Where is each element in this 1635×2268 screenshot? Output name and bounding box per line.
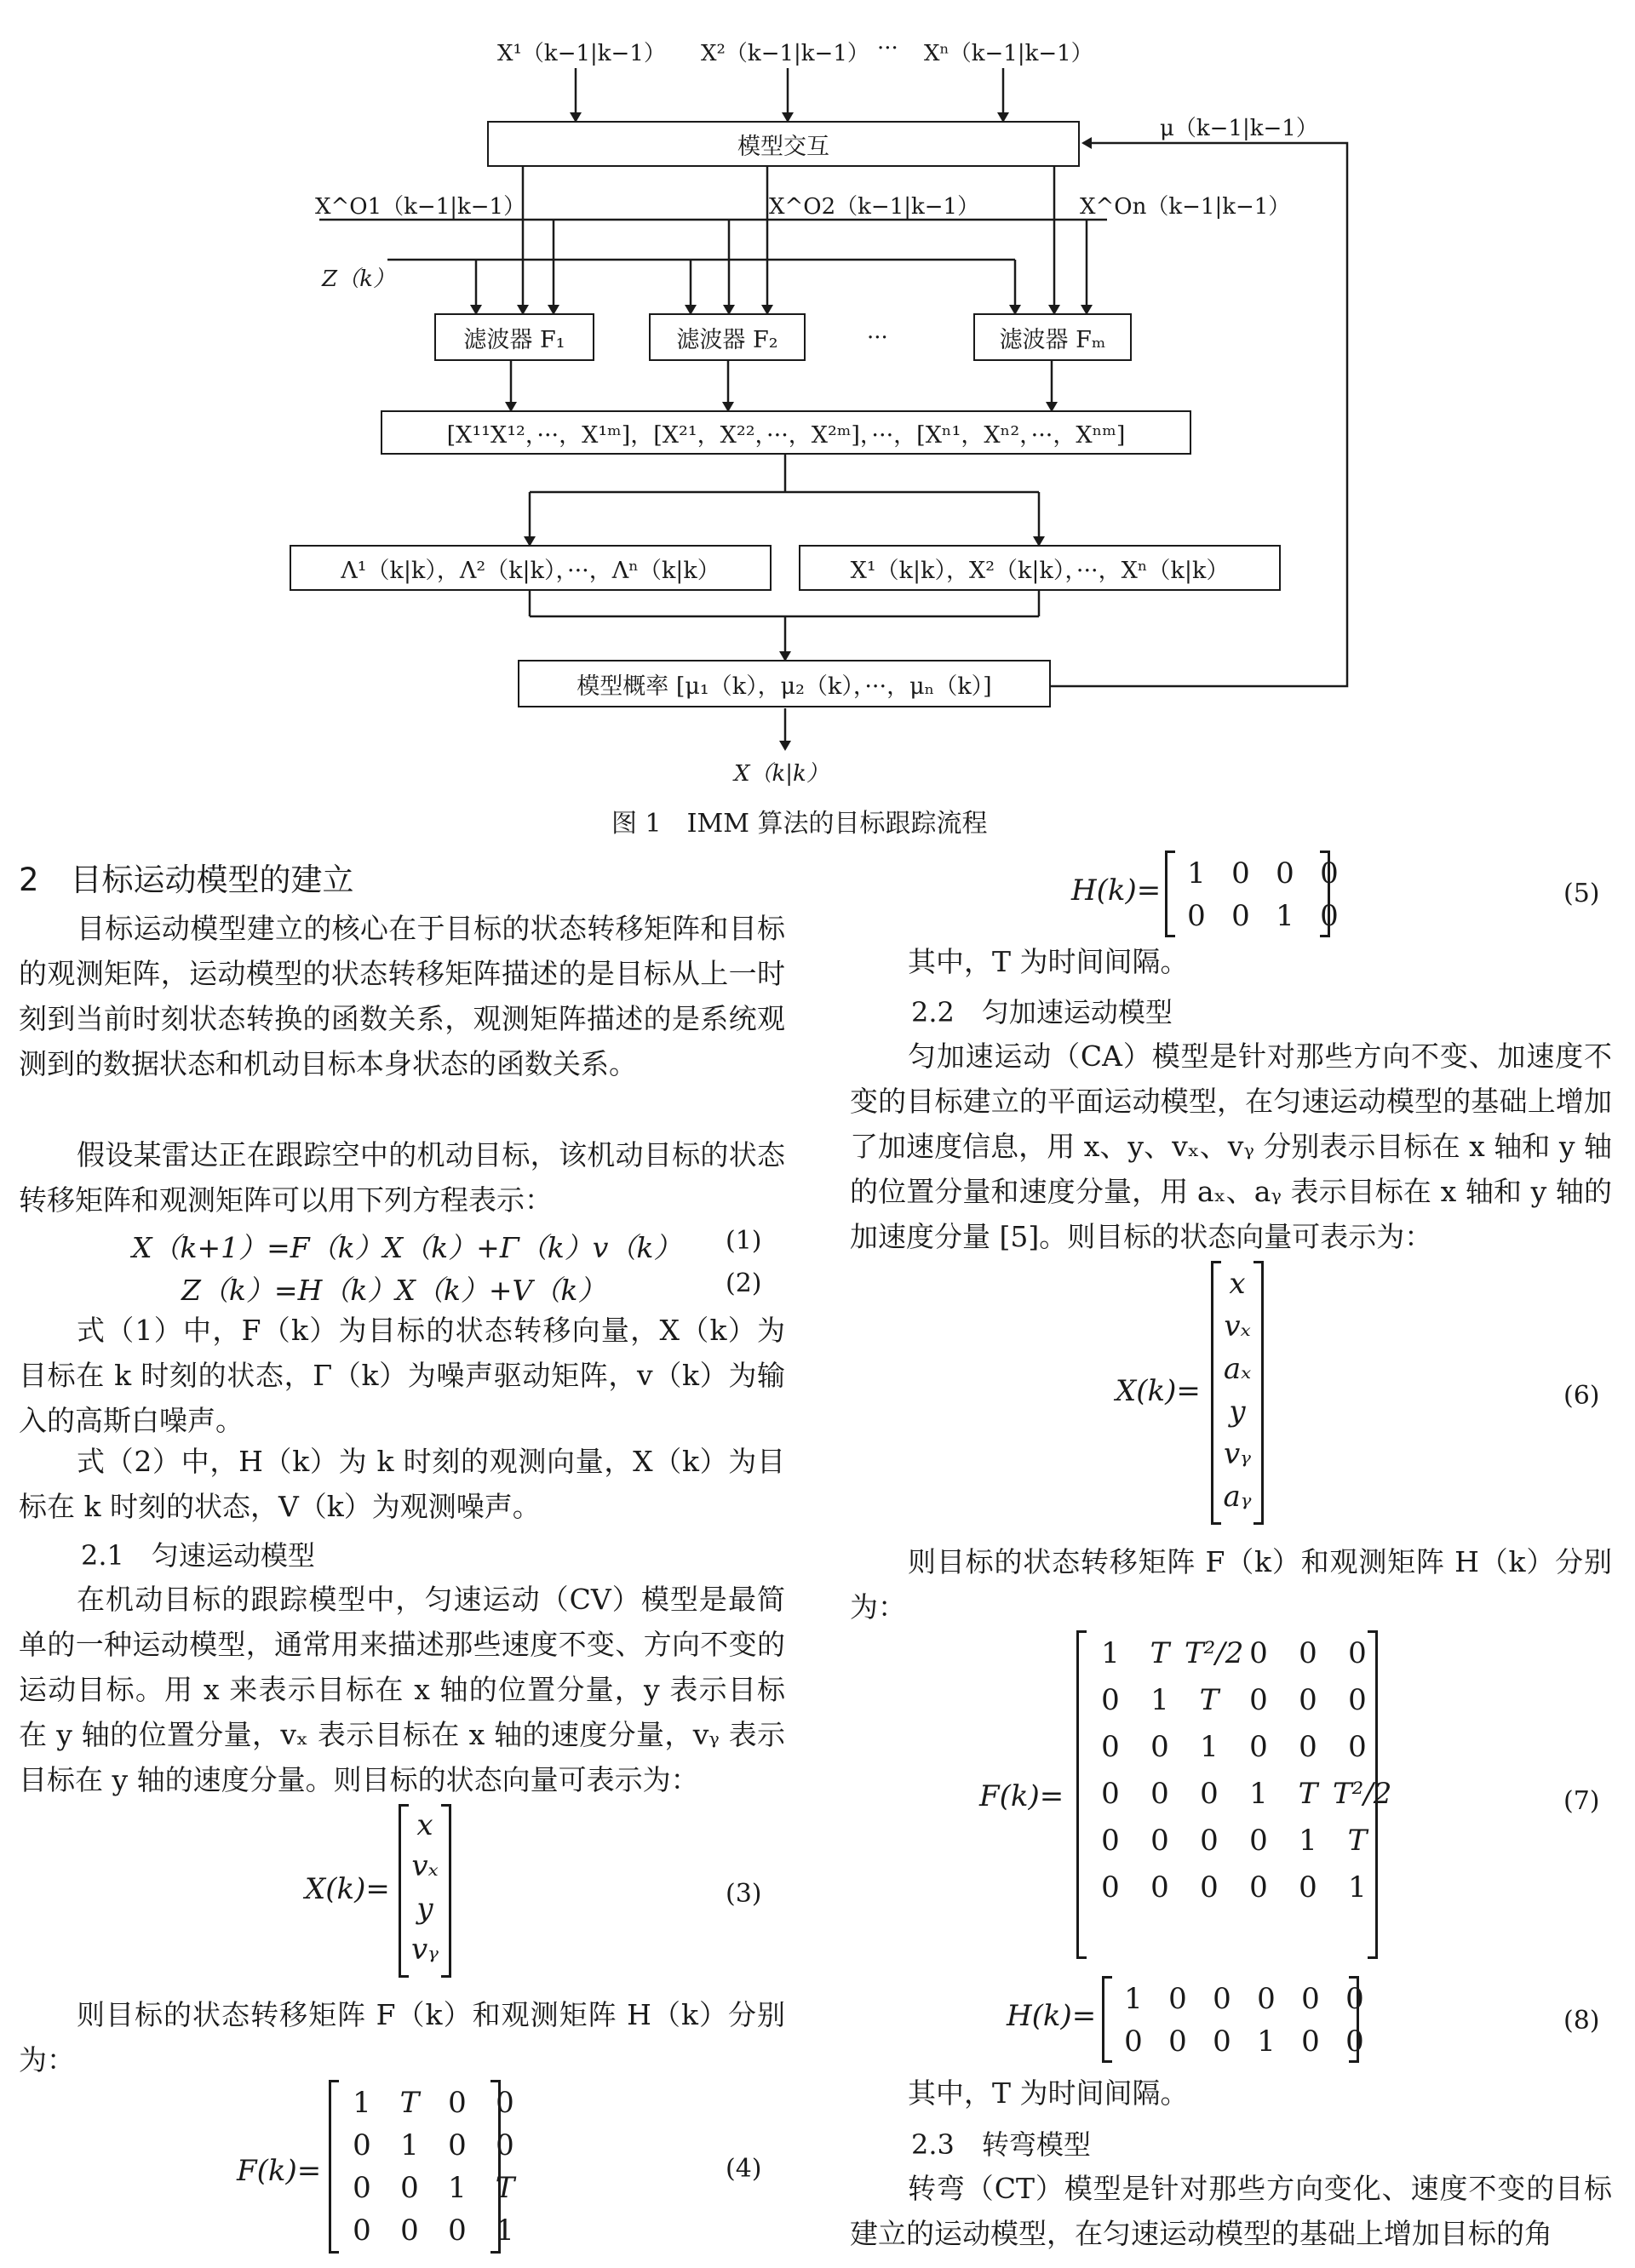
matrix-cell: 0 bbox=[1231, 856, 1250, 891]
matrix-cell: 0 bbox=[1150, 1824, 1169, 1858]
model-probability-box: 模型概率 [μ₁（k），μ₂（k），···，μₙ（k）] bbox=[518, 660, 1051, 707]
left-paragraph-3: 式（1）中，F（k）为目标的状态转移向量，X（k）为目标在 k 时刻的状态，Γ（k）为噪声驱动矩阵，v（k）为输入的高斯白噪声。 bbox=[19, 1314, 785, 1437]
matrix-cell: 0 bbox=[1249, 1824, 1268, 1858]
eq6-label: X(k)= bbox=[1116, 1374, 1201, 1408]
equation-3-number: (3) bbox=[726, 1879, 762, 1909]
matrix-cell: 0 bbox=[1249, 1636, 1268, 1670]
matrix-cell: 0 bbox=[400, 2171, 419, 2205]
matrix-cell: 0 bbox=[1348, 1636, 1367, 1670]
xo-label-2: X^O2（k−1|k−1） bbox=[769, 194, 980, 220]
xo-label-1: X^O1（k−1|k−1） bbox=[315, 194, 526, 220]
matrix-cell: 0 bbox=[1101, 1824, 1120, 1858]
left-paragraph-2: 假设某雷达正在跟踪空中的机动目标，该机动目标的状态转移矩阵和观测矩阵可以用下列方程表示： bbox=[19, 1138, 785, 1217]
matrix-cell: 0 bbox=[1200, 1777, 1219, 1811]
matrix-cell: 1 bbox=[1101, 1636, 1120, 1670]
xo-label-n: X^On（k−1|k−1） bbox=[1080, 194, 1291, 220]
left-paragraph-1: 目标运动模型建立的核心在于目标的状态转移矩阵和目标的观测矩阵，运动模型的状态转移矩阵描述的是目标从上一时刻到当前时刻状态转换的函数关系，观测矩阵描述的是系统观测到的数据状态和机动目标本身状态的函数关系。 bbox=[19, 912, 785, 1080]
right-paragraph-2: 匀加速运动（CA）模型是针对那些方向不变、加速度不变的目标建立的平面运动模型，在匀速运动模型的基础上增加了加速度信息，用 x、y、vₓ、vᵧ 分别表示目标在 x 轴和 y 轴的位置分量和速度分量，用 aₓ、aᵧ 表示目标在 x 轴和 y 轴的加速度分量 [5]。则目标的状态向量可表示为： bbox=[850, 1040, 1612, 1253]
matrix-cell: 1 bbox=[353, 2086, 371, 2120]
matrix-cell: 0 bbox=[1299, 1683, 1317, 1717]
filter-box-2: 滤波器 F₂ bbox=[649, 313, 806, 361]
left-paragraph-5: 在机动目标的跟踪模型中，匀速运动（CV）模型是最简单的一种运动模型，通常用来描述那些速度不变、方向不变的运动目标。用 x 来表示目标在 x 轴的位置分量，y 表示目标在 y 轴的位置分量，vₓ 表示目标在 x 轴的速度分量，vᵧ 表示目标在 y 轴的速度分量。则目标的状态向量可表示为： bbox=[19, 1583, 785, 1796]
eq3-cell: vₓ bbox=[411, 1849, 439, 1883]
matrix-cell: 0 bbox=[1348, 1683, 1367, 1717]
matrix-cell: 0 bbox=[1320, 856, 1339, 891]
equation-1-number: (1) bbox=[726, 1226, 762, 1256]
right-paragraph-1: 其中，T 为时间间隔。 bbox=[908, 945, 1189, 978]
filter-box-1: 滤波器 F₁ bbox=[434, 313, 594, 361]
matrix-cell: 0 bbox=[1299, 1730, 1317, 1764]
matrix-cell: 0 bbox=[1168, 2025, 1187, 2059]
equation-7-number: (7) bbox=[1563, 1786, 1600, 1816]
matrix-cell: 0 bbox=[448, 2128, 467, 2162]
equation-2-number: (2) bbox=[726, 1269, 762, 1298]
matrix-cell: 0 bbox=[1150, 1730, 1169, 1764]
matrix-cell: 0 bbox=[1345, 1982, 1364, 2016]
matrix-cell: 1 bbox=[1299, 1824, 1317, 1858]
matrix-cell: 0 bbox=[1345, 2025, 1364, 2059]
matrix-cell: T bbox=[1199, 1683, 1219, 1717]
matrix-cell: T bbox=[495, 2171, 515, 2205]
z-label: Z（k） bbox=[322, 266, 395, 292]
eq8-matrix bbox=[1102, 1979, 1364, 2060]
left-paragraph-4: 式（2）中，H（k）为 k 时刻的观测向量，X（k）为目标在 k 时刻的状态，V（k）为观测噪声。 bbox=[19, 1445, 785, 1523]
matrix-cell: 0 bbox=[1150, 1870, 1169, 1904]
equation-4-number: (4) bbox=[726, 2154, 762, 2184]
matrix-cell: 0 bbox=[1257, 1982, 1276, 2016]
eq6-cell: vᵧ bbox=[1223, 1437, 1251, 1471]
matrix-cell: 0 bbox=[353, 2171, 371, 2205]
figure-caption: 图 1 IMM 算法的目标跟踪流程 bbox=[611, 809, 988, 839]
mu-feedback-label: μ（k−1|k−1） bbox=[1160, 116, 1318, 141]
matrix-cell: 0 bbox=[496, 2128, 514, 2162]
subsection-2-3: 2.3 转弯模型 bbox=[911, 2128, 1091, 2161]
eq3-vector bbox=[399, 1807, 451, 1975]
matrix-cell: 1 bbox=[1257, 2025, 1276, 2059]
input-label-n: Xⁿ（k−1|k−1） bbox=[924, 41, 1093, 66]
matrix-cell: 0 bbox=[1168, 1982, 1187, 2016]
matrix-cell: T²/2 bbox=[1185, 1636, 1244, 1670]
equation-8-number: (8) bbox=[1563, 2006, 1600, 2036]
eq3-cell: y bbox=[416, 1892, 433, 1926]
output-label: X（k|k） bbox=[734, 761, 829, 787]
matrix-cell: 1 bbox=[1187, 856, 1206, 891]
matrix-cell: T bbox=[1347, 1824, 1368, 1858]
subsection-2-2: 2.2 匀加速运动模型 bbox=[911, 996, 1173, 1028]
matrix-cell: 0 bbox=[1200, 1824, 1219, 1858]
matrix-cell: 0 bbox=[1101, 1730, 1120, 1764]
filter-box-m: 滤波器 Fₘ bbox=[973, 313, 1132, 361]
matrix-cell: 1 bbox=[1276, 899, 1294, 933]
left-paragraph-6: 则目标的状态转移矩阵 F（k）和观测矩阵 H（k）分别为： bbox=[19, 1998, 785, 2076]
matrix-cell: T bbox=[1150, 1636, 1170, 1670]
matrix-cell: 0 bbox=[1124, 2025, 1143, 2059]
matrix-cell: 0 bbox=[1299, 1870, 1317, 1904]
right-paragraph-4: 其中，T 为时间间隔。 bbox=[908, 2076, 1189, 2110]
matrix-cell: 0 bbox=[1213, 1982, 1231, 2016]
matrix-cell: 0 bbox=[1101, 1683, 1120, 1717]
matrix-cell: 1 bbox=[1348, 1870, 1367, 1904]
matrix-cell: 0 bbox=[1249, 1683, 1268, 1717]
eq3-cell: x bbox=[416, 1808, 433, 1842]
matrix-cell: 0 bbox=[1101, 1870, 1120, 1904]
matrix-cell: 0 bbox=[448, 2086, 467, 2120]
matrix-cell: 0 bbox=[496, 2086, 514, 2120]
matrix-cell: 0 bbox=[1299, 1636, 1317, 1670]
likelihood-box: Λ¹（k|k），Λ²（k|k），···，Λⁿ（k|k） bbox=[290, 545, 772, 591]
matrix-cell: 0 bbox=[1200, 1870, 1219, 1904]
eq6-cell: aₓ bbox=[1223, 1352, 1252, 1386]
input-label-1: X¹（k−1|k−1） bbox=[497, 41, 666, 66]
eq6-cell: vₓ bbox=[1224, 1309, 1251, 1343]
eq5-label: H(k)= bbox=[1071, 873, 1162, 908]
subsection-2-1: 2.1 匀速运动模型 bbox=[81, 1539, 315, 1572]
matrix-cell: 0 bbox=[1187, 899, 1206, 933]
eq6-vector bbox=[1211, 1263, 1264, 1522]
eq3-label: X(k)= bbox=[305, 1872, 390, 1906]
eq6-cell: y bbox=[1229, 1395, 1246, 1429]
eq6-cell: x bbox=[1229, 1267, 1246, 1301]
matrix-cell: 0 bbox=[1249, 1870, 1268, 1904]
matrix-cell: 1 bbox=[1124, 1982, 1143, 2016]
equation-5-number: (5) bbox=[1563, 879, 1600, 908]
matrix-cell: 0 bbox=[1348, 1730, 1367, 1764]
eq4-matrix bbox=[329, 2082, 515, 2251]
matrix-cell: 0 bbox=[353, 2214, 371, 2248]
eq6-cell: aᵧ bbox=[1223, 1480, 1252, 1514]
equation-1: X（k+1）=F（k）X（k）+Γ（k）v（k） bbox=[132, 1231, 682, 1264]
eq3-cell: vᵧ bbox=[410, 1933, 439, 1967]
eq5-matrix bbox=[1165, 853, 1339, 935]
matrix-cell: T bbox=[399, 2086, 420, 2120]
matrix-cell: 0 bbox=[1150, 1777, 1169, 1811]
matrix-cell: 1 bbox=[448, 2171, 467, 2205]
matrix-cell: 0 bbox=[448, 2214, 467, 2248]
matrix-cell: 0 bbox=[1301, 1982, 1320, 2016]
equation-2: Z（k）=H（k）X（k）+V（k） bbox=[181, 1274, 606, 1307]
matrix-cell: 0 bbox=[1320, 899, 1339, 933]
matrix-cell: 1 bbox=[1249, 1777, 1268, 1811]
equation-6-number: (6) bbox=[1563, 1381, 1600, 1411]
matrix-cell: 0 bbox=[353, 2128, 371, 2162]
right-paragraph-5: 转弯（CT）模型是针对那些方向变化、速度不变的目标建立的运动模型，在匀速运动模型的基础上增加目标的角 bbox=[850, 2172, 1612, 2250]
matrix-cell: 0 bbox=[1249, 1730, 1268, 1764]
matrix-cell: T²/2 bbox=[1333, 1777, 1392, 1811]
filters-dots: ··· bbox=[867, 325, 888, 351]
model-interaction-box: 模型交互 bbox=[487, 121, 1080, 167]
matrix-cell: 0 bbox=[400, 2214, 419, 2248]
matrix-cell: 1 bbox=[400, 2128, 419, 2162]
state-estimates-box: X¹（k|k），X²（k|k），···，Xⁿ（k|k） bbox=[799, 545, 1281, 591]
matrix-cell: 0 bbox=[1276, 856, 1294, 891]
eq7-label: F(k)= bbox=[979, 1779, 1064, 1813]
matrix-cell: 1 bbox=[1200, 1730, 1219, 1764]
matrix-cell: 1 bbox=[1150, 1683, 1169, 1717]
matrix-cell: 1 bbox=[496, 2214, 514, 2248]
matrix-cell: 0 bbox=[1213, 2025, 1231, 2059]
matrix-cell: 0 bbox=[1231, 899, 1250, 933]
eq8-label: H(k)= bbox=[1007, 1999, 1097, 2033]
matrix-cell: 0 bbox=[1301, 2025, 1320, 2059]
combined-estimates-box: [X¹¹X¹²，···，X¹ᵐ]，[X²¹，X²²，···，X²ᵐ]，···，[Xⁿ¹，Xⁿ²，···，Xⁿᵐ] bbox=[381, 410, 1191, 455]
right-paragraph-3: 则目标的状态转移矩阵 F（k）和观测矩阵 H（k）分别为： bbox=[850, 1545, 1612, 1624]
input-label-2: X²（k−1|k−1） bbox=[701, 41, 869, 66]
matrix-cell: T bbox=[1298, 1777, 1318, 1811]
matrix-cell: 0 bbox=[1101, 1777, 1120, 1811]
input-dots: ··· bbox=[877, 36, 898, 61]
eq4-label: F(k)= bbox=[237, 2154, 322, 2188]
section-title: 2 目标运动模型的建立 bbox=[19, 862, 354, 898]
eq7-matrix bbox=[1076, 1633, 1392, 1956]
